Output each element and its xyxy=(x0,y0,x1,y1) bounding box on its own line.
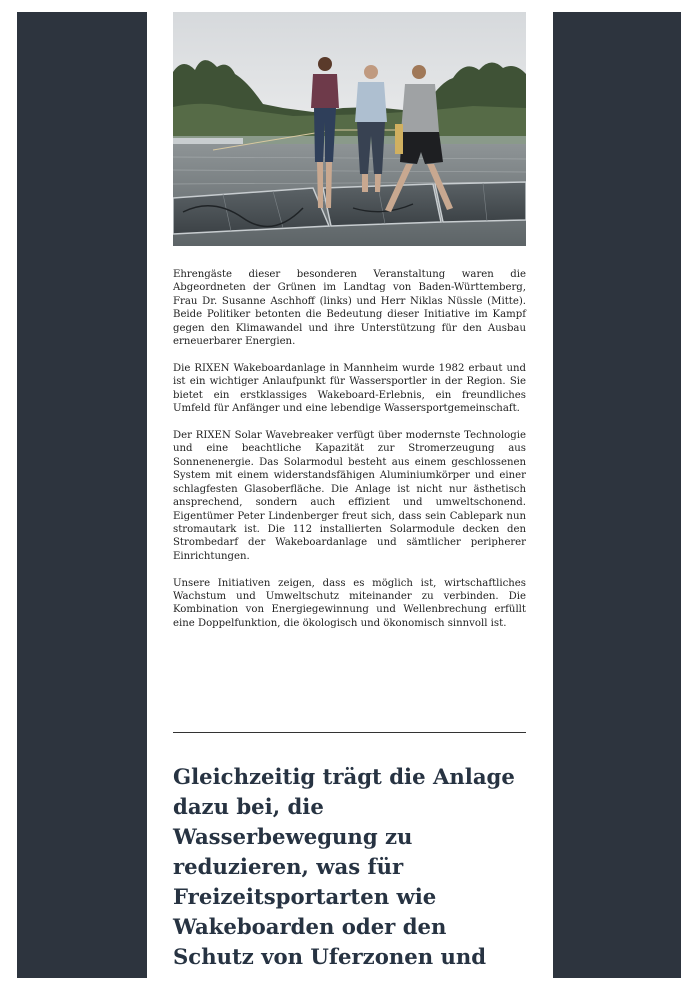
left-dark-margin xyxy=(17,12,147,978)
article-photo xyxy=(173,12,526,246)
paragraph-initiatives: Unsere Initiativen zeigen, dass es möglich ist, wirtschaftliches Wachstum und Umweltschutz miteinander zu verbinden. Die Kombination von Energiegewinnung und Wellenbrechung erfüllt eine Doppelfunktion, die ökologisch und ökonomisch sinnvoll ist. xyxy=(173,577,526,629)
paragraph-rixen-mannheim: Die RIXEN Wakeboardanlage in Mannheim wurde 1982 erbaut und ist ein wichtiger Anlaufpunkt für Wassersportler in der Region. Sie bietet ein erstklassiges Wakeboard-Erlebnis, ein freundliches Umfeld für Anfänger und eine lebendige Wassersportgemeinschaft. xyxy=(173,362,526,415)
right-dark-margin xyxy=(553,12,681,978)
section-divider xyxy=(173,732,526,733)
paragraph-solar-wavebreaker: Der RIXEN Solar Wavebreaker verfügt über modernste Technologie und eine beachtliche Kapazität zur Stromerzeugung aus Sonnenenergie. Das Solarmodul besteht aus einem geschlossenen System mit einem widerstandsfähigen Aluminiumkörper und einer schlagfesten Glasoberfläche. Die Anlage ist nicht nur ästhetisch ansprechend, sondern auch effizient und umweltschonend. Eigentümer Peter Lindenberger freut sich, dass sein Cablepark nun stromautark ist. Die 112 installierten Solarmodule decken den Strombedarf der Wakeboardanlage und sämtlicher peripherer Einrichtungen. xyxy=(173,430,526,562)
article-body xyxy=(173,268,526,644)
paragraph-honored-guests: Ehrengäste dieser besonderen Veranstaltung waren die Abgeordneten der Grünen im Landtag von Baden-Württemberg, Frau Dr. Susanne Aschhoff (links) und Herr Niklas Nüssle (Mitte). Beide Politiker betonten die Bedeutung dieser Initiative im Kampf gegen den Klimawandel und ihre Unterstützung für den Ausbau erneuerbarer Energien. xyxy=(173,269,526,348)
article-page xyxy=(147,12,553,978)
pull-quote-heading: Gleichzeitig trägt die Anlage dazu bei, die Wasserbewegung zu reduzieren, was für Freizeitsportarten wie Wakeboarden oder den Schutz von Uferzonen und xyxy=(173,764,515,969)
